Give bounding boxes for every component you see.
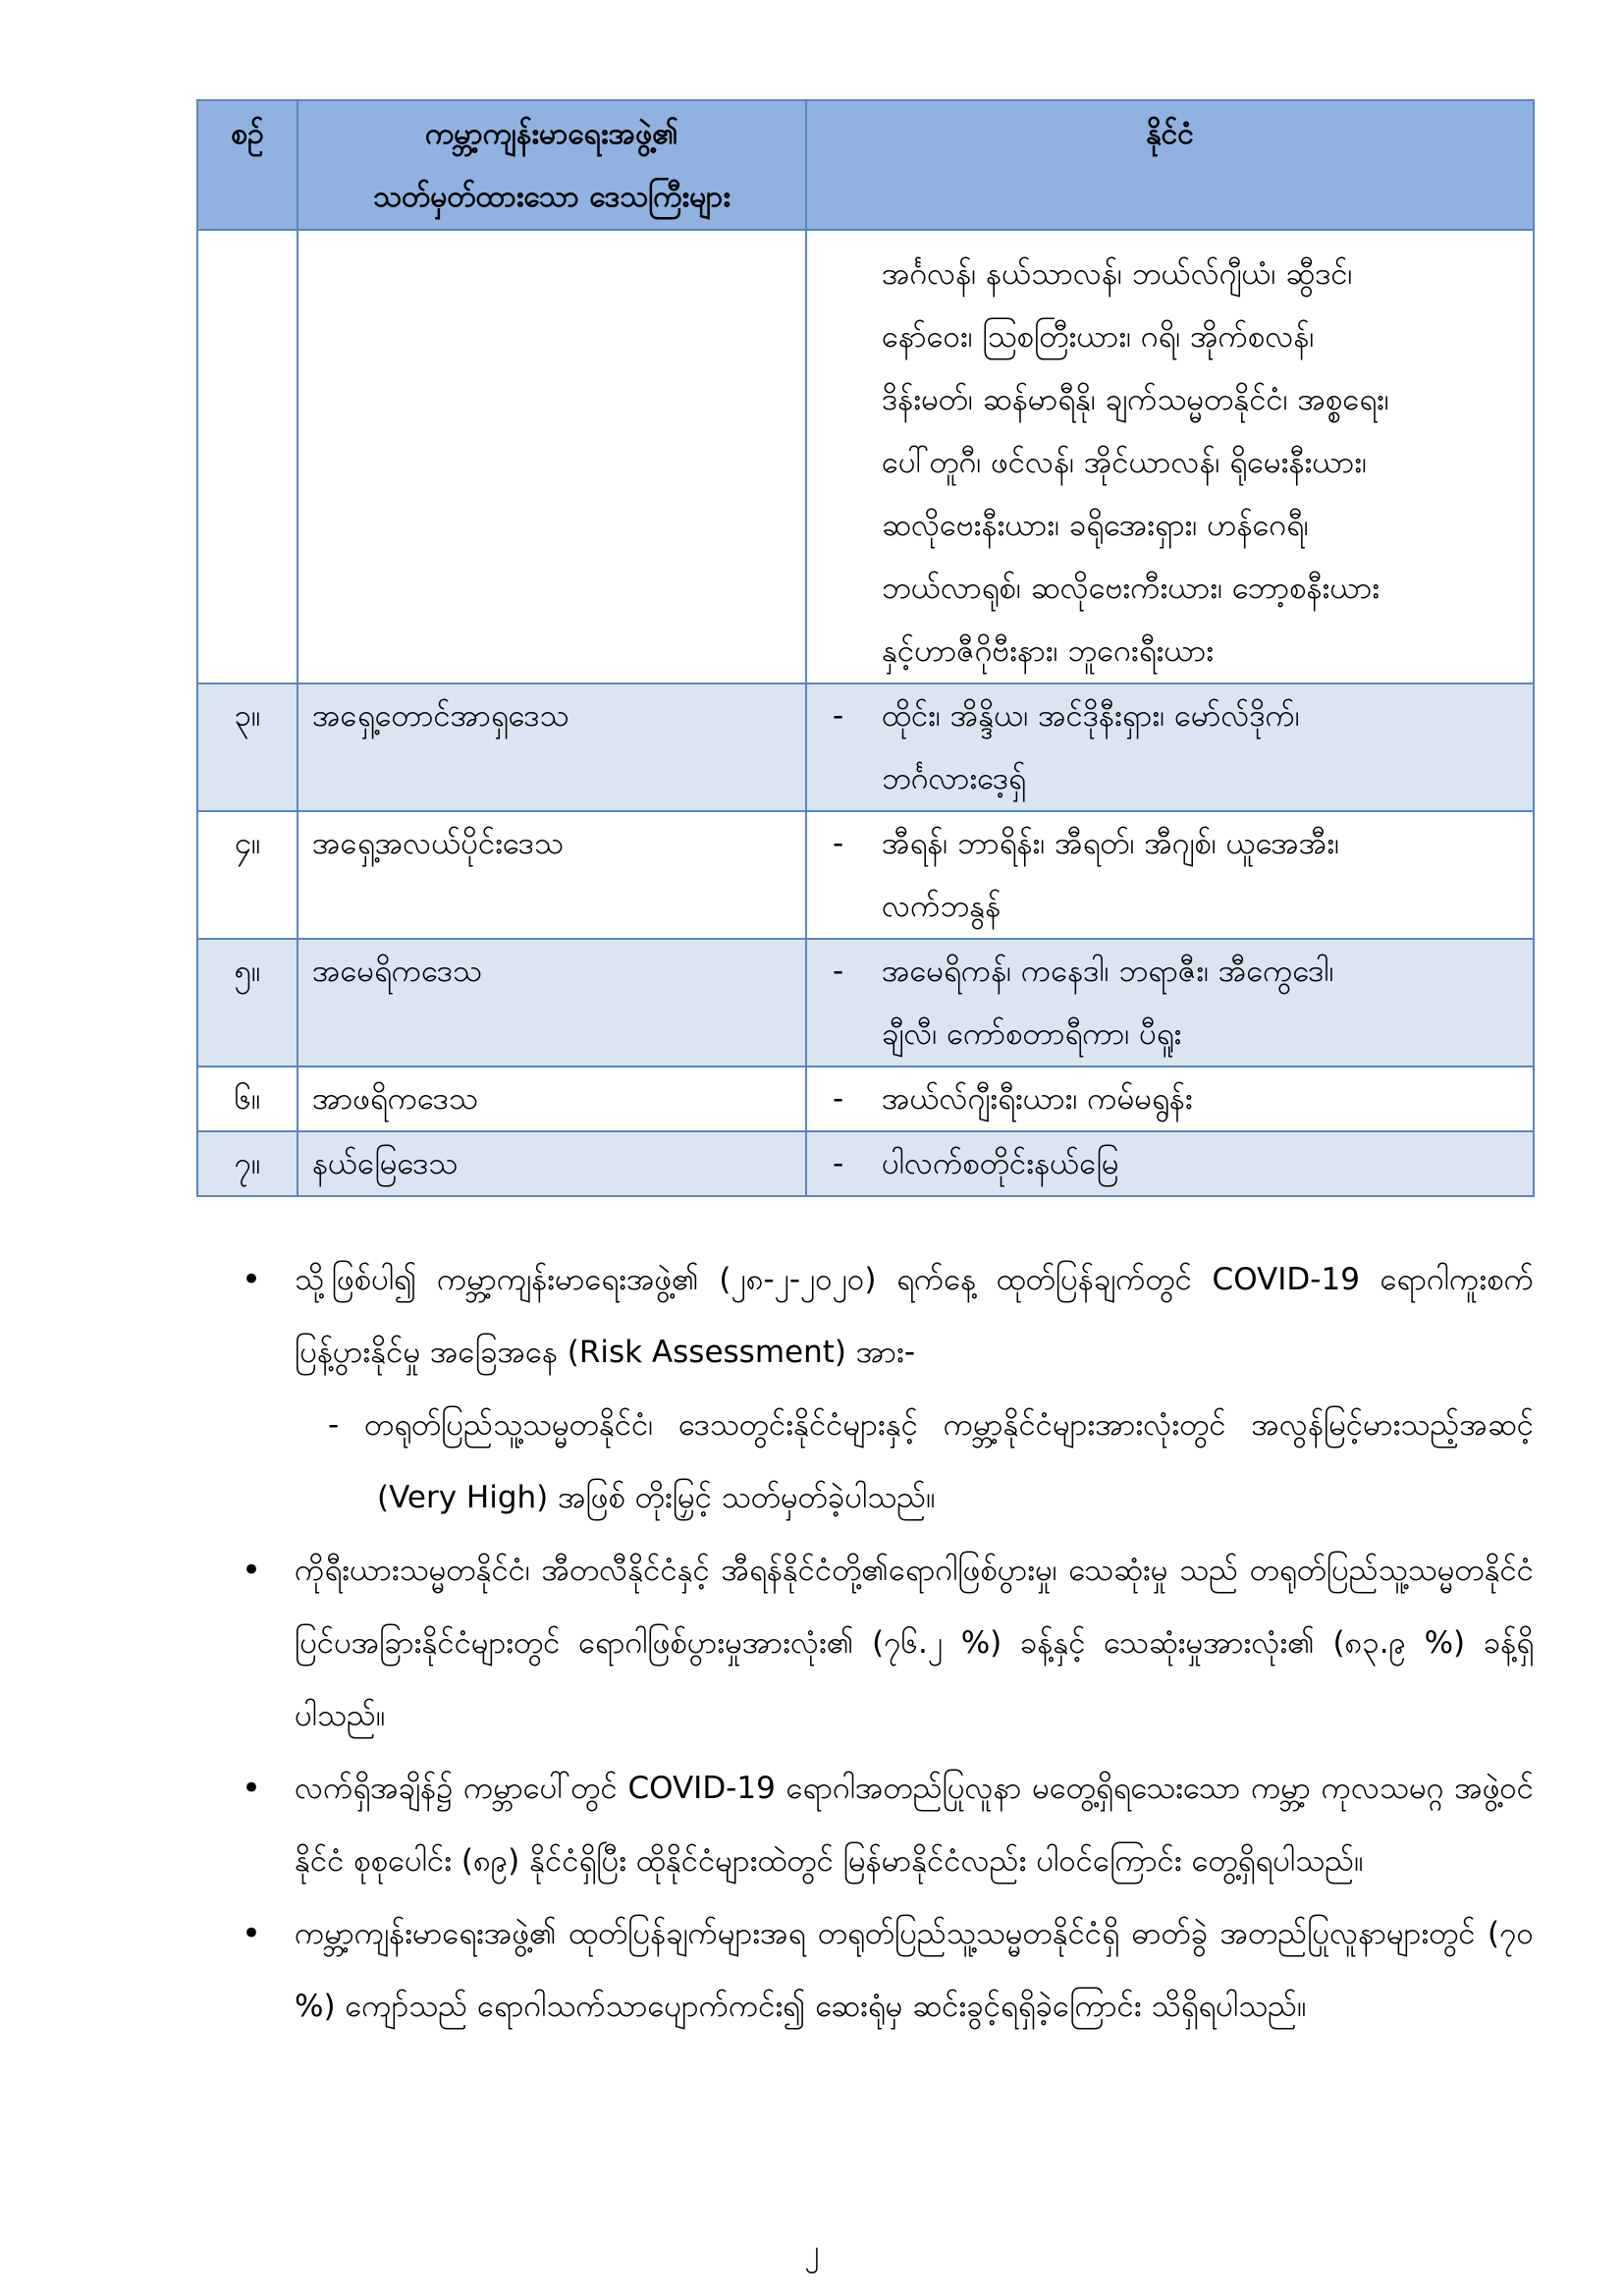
country-line: နော်ဝေး၊ ဩစတြီးယား၊ ဂရိ၊ အိုက်စလန်၊ xyxy=(882,319,1315,355)
row-number: ၆။ xyxy=(197,1066,298,1131)
region-name: နယ်မြေဒေသ xyxy=(298,1131,806,1196)
dash: - xyxy=(833,954,844,989)
region-name: အာဖရိကဒေသ xyxy=(298,1066,806,1131)
dash: - xyxy=(833,1146,844,1181)
bullet-text: • ကမ္ဘာ့ကျန်းမာရေးအဖွဲ့၏ ထုတ်ပြန်ချက်များအရ တရုတ်ပြည်သူ့သမ္မတနိုင်ငံရှိ ဓာတ်ခွဲ အတည်ပြုလူနာများတွင် (၇၀ %) ကျော်သည် ရောဂါသက်သာပျောက်ကင်း၍ ဆေးရုံမှ ဆင်းခွင့်ရရှိခဲ့ကြောင်း သိရှိရပါသည်။ xyxy=(295,1916,1534,2024)
dash: - xyxy=(833,698,844,734)
countries-cell xyxy=(806,811,1534,939)
bullet-item xyxy=(236,1534,1534,1752)
bullet-item xyxy=(236,1897,1534,2043)
header-region-line2: သတ်မှတ်ထားသော ဒေသကြီးများ xyxy=(372,180,731,214)
dash: - xyxy=(833,826,844,861)
header-region-line1: ကမ္ဘာ့ကျန်းမာရေးအဖွဲ့၏ xyxy=(424,117,679,151)
country-line: အမေရိကန်၊ ကနေဒါ၊ ဘရာဇီး၊ အီကွေဒေါ၊ xyxy=(882,954,1334,989)
table-row xyxy=(197,1131,1534,1196)
country-line: ဒိန်းမတ်၊ ဆန်မာရီနို၊ ချက်သမ္မတနိုင်ငံ၊ အစ္စရေး၊ xyxy=(882,382,1389,417)
header-countries: နိုင်ငံ xyxy=(806,100,1534,230)
countries-cell xyxy=(806,683,1534,811)
country-line: ပေါ်တူဂီ၊ ဖင်လန်၊ အိုင်ယာလန်၊ ရိုမေးနီးယား၊ xyxy=(882,445,1368,480)
country-line: ပါလက်စတိုင်းနယ်မြေ xyxy=(882,1146,1119,1181)
country-line: အင်္ဂလန်၊ နယ်သာလန်၊ ဘယ်လ်ဂျီယံ၊ ဆွီဒင်၊ xyxy=(882,256,1353,292)
region-name: အမေရိကဒေသ xyxy=(298,939,806,1066)
country-line: ချီလီ၊ ကော်စတာရီကာ၊ ပီရူး xyxy=(882,1016,1182,1052)
table-row xyxy=(197,683,1534,811)
country-line: ဘယ်လာရုစ်၊ ဆလိုဗေးကီးယား၊ ဘော့စနီးယား xyxy=(882,571,1380,606)
countries-cell xyxy=(806,939,1534,1066)
country-line: အီရန်၊ ဘာရိန်း၊ အီရတ်၊ အီဂျစ်၊ ယူအေအီး၊ xyxy=(882,826,1339,861)
row-number: ၄။ xyxy=(197,811,298,939)
continuation-countries xyxy=(806,230,1534,683)
page-number: ၂ xyxy=(804,2234,820,2269)
country-line: လက်ဘနွန် xyxy=(882,889,1001,924)
table-row xyxy=(197,939,1534,1066)
header-region xyxy=(298,100,806,230)
bullet-list xyxy=(236,1243,1534,2043)
regions-table xyxy=(196,99,1535,1197)
table-row xyxy=(197,230,1534,683)
countries-cell xyxy=(806,1131,1534,1196)
dash: - xyxy=(833,1081,844,1117)
header-no: စဉ် xyxy=(197,100,298,230)
table-header-row xyxy=(197,100,1534,230)
table-row xyxy=(197,1066,1534,1131)
bullet-text: • သို့ဖြစ်ပါ၍ ကမ္ဘာ့ကျန်းမာရေးအဖွဲ့၏ (၂၈-၂-၂၀၂၀) ရက်နေ့ ထုတ်ပြန်ချက်တွင် COVID-19 ရောဂါကူးစက်ပြန့်ပွားနိုင်မှု အခြေအနေ (Risk Assessment) အား- xyxy=(295,1262,1534,1370)
country-line: ထိုင်း၊ အိန္ဒိယ၊ အင်ဒိုနီးရှား၊ မော်လ်ဒိုက်၊ xyxy=(882,698,1300,734)
country-line: ဆလိုဗေးနီးယား၊ ခရိုအေးရှား၊ ဟန်ဂေရီ၊ xyxy=(882,508,1309,543)
sub-item: - တရုတ်ပြည်သူ့သမ္မတနိုင်ငံ၊ ဒေသတွင်းနိုင်ငံများနှင့် ကမ္ဘာ့နိုင်ငံများအားလုံးတွင် အလွန်မြင့်မားသည့်အဆင့် (Very High) အဖြစ် တိုးမြှင့် သတ်မှတ်ခဲ့ပါသည်။ xyxy=(328,1407,1534,1515)
row-number: ၅။ xyxy=(197,939,298,1066)
countries-cell xyxy=(806,1066,1534,1131)
country-line: ဘင်္ဂလားဒေ့ရှ် xyxy=(882,761,1026,796)
table-row xyxy=(197,811,1534,939)
row-number: ၃။ xyxy=(197,683,298,811)
country-line: အယ်လ်ဂျီးရီးယား၊ ကမ်မရွန်း xyxy=(882,1081,1193,1117)
bullet-text: • ကိုရီးယားသမ္မတနိုင်ငံ၊ အီတလီနိုင်ငံနှင့် အီရန်နိုင်ငံတို့၏ရောဂါဖြစ်ပွားမှု၊ သေဆုံးမှု သည် တရုတ်ပြည်သူ့သမ္မတနိုင်ငံ ပြင်ပအခြားနိုင်ငံများတွင် ရောဂါဖြစ်ပွားမှုအားလုံး၏ (၇၆.၂ %) ခန့်နှင့် သေဆုံးမှုအားလုံး၏ (၈၃.၉ %) ခန့်ရှိပါသည်။ xyxy=(295,1553,1534,1733)
bullet-item xyxy=(236,1243,1534,1534)
row-number: ၇။ xyxy=(197,1131,298,1196)
region-name: အရှေ့တောင်အာရှဒေသ xyxy=(298,683,806,811)
bullet-item xyxy=(236,1752,1534,1897)
bullet-text: • လက်ရှိအချိန်၌ ကမ္ဘာပေါ်တွင် COVID-19 ရောဂါအတည်ပြုလူနာ မတွေ့ရှိရသေးသော ကမ္ဘာ့ ကုလသမဂ္ဂ အဖွဲ့ဝင်နိုင်ငံ စုစုပေါင်း (၈၉) နိုင်ငံရှိပြီး ထိုနိုင်ငံများထဲတွင် မြန်မာနိုင်ငံလည်း ပါဝင်ကြောင်း တွေ့ရှိရပါသည်။ xyxy=(295,1771,1534,1879)
region-name: အရှေ့အလယ်ပိုင်းဒေသ xyxy=(298,811,806,939)
country-line: နှင့်ဟာဇီဂိုဗီးနား၊ ဘူဂေးရီးယား xyxy=(882,633,1215,669)
